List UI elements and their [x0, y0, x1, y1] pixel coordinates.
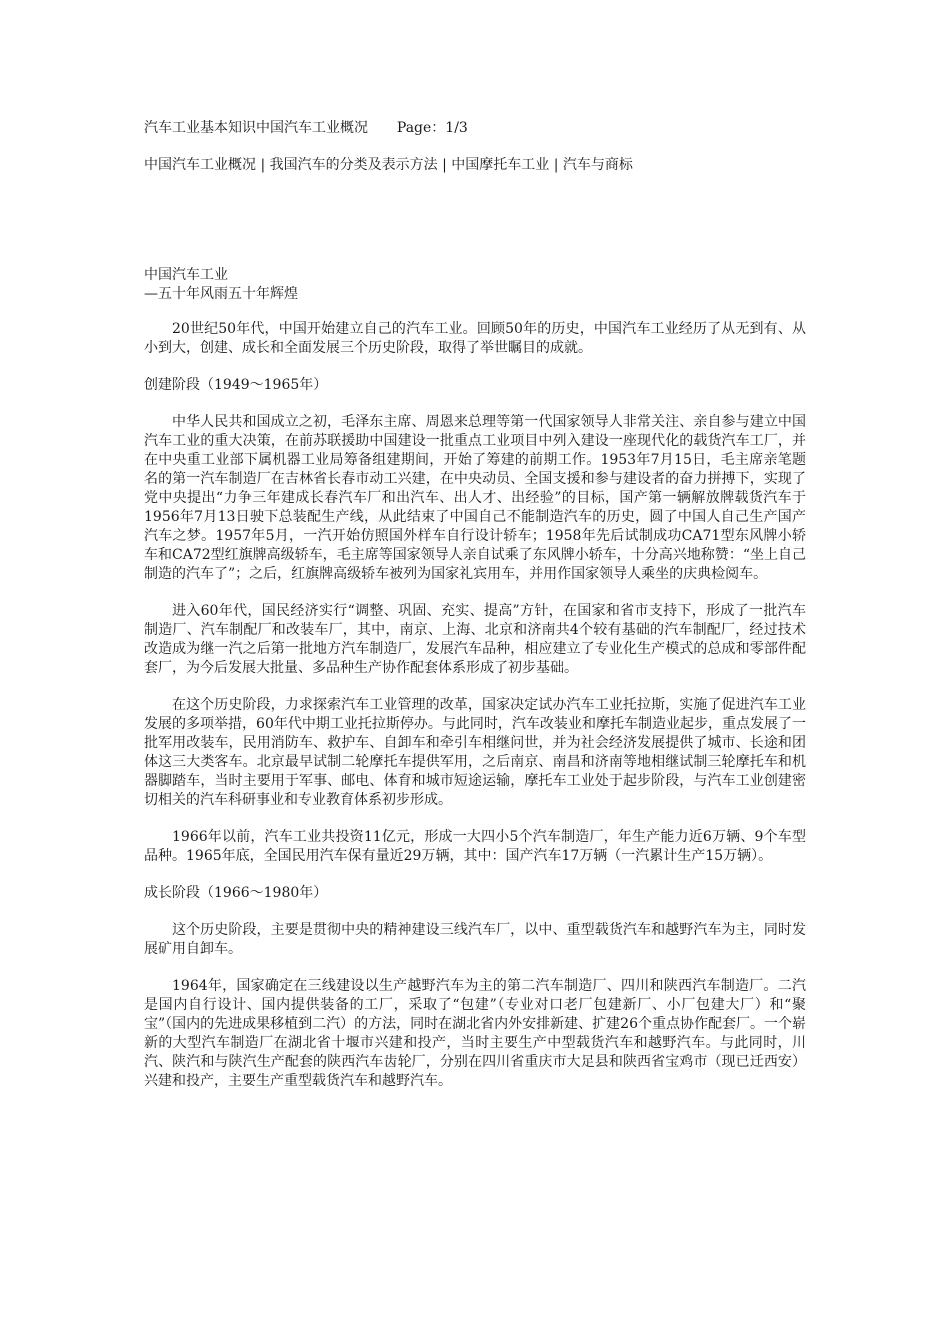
body-paragraph: 这个历史阶段，主要是贯彻中央的精神建设三线汽车厂，以中、重型载货汽车和越野汽车为主，同时发展矿用自卸车。: [144, 922, 806, 957]
document-title: 汽车工业基本知识中国汽车工业概况: [144, 120, 368, 136]
section-nav: [144, 154, 633, 174]
nav-separator: |: [549, 157, 563, 173]
article-title: 中国汽车工业: [144, 267, 228, 283]
body-paragraph: 1966年以前，汽车工业共投资11亿元，形成一大四小5个汽车制造厂，年生产能力近6万辆、9个车型品种。1965年底，全国民用汽车保有量近29万辆，其中：国产汽车17万辆（一汽累计生产15万辆）。: [144, 829, 806, 864]
nav-separator: |: [437, 157, 452, 173]
body-paragraph: 中华人民共和国成立之初，毛泽东主席、周恩来总理等第一代国家领导人非常关注、亲自参与建立中国汽车工业的重大决策，在前苏联援助中国建设一批重点工业项目中列入建设一座现代化的载货汽车工厂，并在中央重工业部下属机器工业局筹备组建期间，开始了筹建的前期工作。1953年7月15日，毛主席亲笔题名的第一汽车制造厂在吉林省长春市动工兴建，在中央动员、全国支援和参与建设者的奋力拼搏下，实现了党中央提出“力争三年建成长春汽车厂和出汽车、出人才、出经验”的目标，国产第一辆解放牌载货汽车于1956年7月13日驶下总装配生产线，从此结束了中国自己不能制造汽车的历史，圆了中国人自己生产国产汽车之梦。1957年5月，一汽开始仿照国外样车自行设计轿车；1958年先后试制成功CA71型东风牌小轿车和CA72型红旗牌高级轿车，毛主席等国家领导人亲自试乘了东风牌小轿车，十分高兴地称赞：“坐上自己制造的汽车了”；之后，红旗牌高级轿车被列为国家礼宾用车，并用作国家领导人乘坐的庆典检阅车。: [144, 414, 806, 582]
article-title-block: [144, 266, 298, 304]
nav-link-motorcycle[interactable]: 中国摩托车工业: [451, 157, 550, 173]
body-paragraph: 进入60年代，国民经济实行“调整、巩固、充实、提高”方针，在国家和省市支持下，形成了一批汽车制造厂、汽车制配厂和改装车厂，其中，南京、上海、北京和济南共4个较有基础的汽车制配厂，经过技术改造成为继一汽之后第一批地方汽车制造厂，发展汽车品种，相应建立了专业化生产模式的总成和零部件配套厂，为今后发展大批量、多品种生产协作配套体系形成了初步基础。: [144, 603, 806, 676]
page-indicator: Page：1/3: [396, 120, 468, 136]
nav-link-classification[interactable]: 我国汽车的分类及表示方法: [269, 157, 438, 173]
body-paragraph: 20世纪50年代，中国开始建立自己的汽车工业。回顾50年的历史，中国汽车工业经历了从无到有、从小到大，创建、成长和全面发展三个历史阶段，取得了举世瞩目的成就。: [144, 321, 806, 356]
section-heading: 成长阶段（1966～1980年）: [144, 885, 328, 901]
nav-separator: |: [256, 157, 270, 173]
article-subtitle: —五十年风雨五十年辉煌: [144, 286, 298, 302]
body-paragraph: 1964年，国家确定在三线建设以生产越野汽车为主的第二汽车制造厂、四川和陕西汽车制造厂。二汽是国内自行设计、国内提供装备的工厂，采取了“包建”（专业对口老厂包建新厂、小厂包建大厂）和“聚宝”（国内的先进成果移植到二汽）的方法，同时在湖北省内外安排新建、扩建26个重点协作配套厂。一个崭新的大型汽车制造厂在湖北省十堰市兴建和投产，当时主要生产中型载货汽车和越野汽车。与此同时，川汽、陕汽和与陕汽生产配套的陕西汽车齿轮厂，分别在四川省重庆市大足县和陕西省宝鸡市（现已迁西安）兴建和投产，主要生产重型载货汽车和越野汽车。: [144, 978, 806, 1089]
article-body: [144, 320, 806, 1109]
nav-link-trademark[interactable]: 汽车与商标: [562, 157, 633, 173]
section-heading: 创建阶段（1949～1965年）: [144, 377, 328, 393]
body-paragraph: 在这个历史阶段，力求探索汽车工业管理的改革，国家决定试办汽车工业托拉斯，实施了促进汽车工业发展的多项举措，60年代中期工业托拉斯停办。与此同时，汽车改装业和摩托车制造业起步，重点发展了一批军用改装车，民用消防车、救护车、自卸车和牵引车相继问世，并为社会经济发展提供了城市、长途和团体这三大类客车。北京最早试制二轮摩托车提供军用，之后南京、南昌和济南等地相继试制三轮摩托车和机器脚踏车，当时主要用于军事、邮电、体育和城市短途运输，摩托车工业处于起步阶段，与汽车工业创建密切相关的汽车科研事业和专业教育体系初步形成。: [144, 697, 806, 808]
page-header: [144, 117, 468, 137]
nav-link-overview[interactable]: 中国汽车工业概况: [144, 157, 256, 173]
